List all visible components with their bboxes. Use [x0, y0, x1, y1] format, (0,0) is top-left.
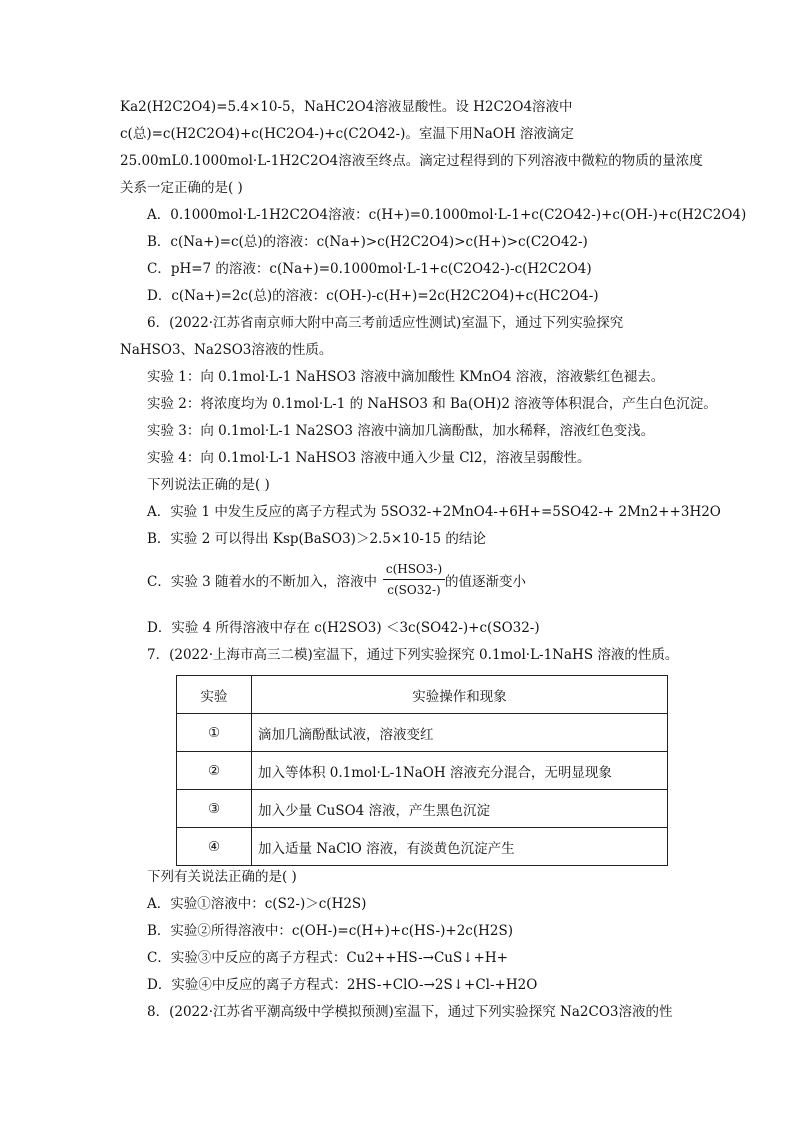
experiment-1: 实验 1：向 0.1mol·L-1 NaHSO3 溶液中滴加酸性 KMnO4 溶液，溶液紫红色褪去。 — [147, 369, 665, 385]
text-line: 下列说法正确的是( ) — [147, 477, 270, 493]
table-header: 实验 — [177, 676, 252, 714]
option-d: D．实验④中反应的离子方程式：2HS-+ClO-→2S↓+Cl-+H2O — [147, 977, 538, 993]
option-d: D．实验 4 所得溶液中存在 c(H2SO3) ＜3c(SO42-)+c(SO32-) — [147, 620, 540, 636]
option-a: A．0.1000mol·L-1H2C2O4溶液：c(H+)=0.1000mol·L-1+c(C2O42-)+c(OH-)+c(H2C2O4) — [147, 207, 747, 223]
option-b: B．实验 2 可以得出 Ksp(BaSO3)＞2.5×10-15 的结论 — [147, 531, 486, 547]
experiment-3: 实验 3：向 0.1mol·L-1 Na2SO3 溶液中滴加几滴酚酞，加水稀释，溶液红色变浅。 — [147, 423, 655, 439]
table-cell: 加入等体积 0.1mol·L-1NaOH 溶液充分混合，无明显现象 — [252, 752, 668, 790]
table-row — [177, 790, 668, 828]
fraction-bar — [383, 579, 445, 580]
table-row — [177, 752, 668, 790]
experiment-2: 实验 2：将浓度均为 0.1mol·L-1 的 NaHSO3 和 Ba(OH)2 溶液等体积混合，产生白色沉淀。 — [147, 396, 717, 412]
text-line: Ka2(H2C2O4)=5.4×10-5，NaHC2O4溶液显酸性。设 H2C2O4溶液中 — [120, 99, 573, 115]
concentration-ratio — [383, 561, 445, 598]
table-cell: ④ — [177, 828, 252, 866]
table-cell: ② — [177, 752, 252, 790]
text-line: 25.00mL0.1000mol·L-1H2C2O4溶液至终点。滴定过程得到的下列溶液中微粒的物质的量浓度 — [120, 153, 703, 169]
experiment-4: 实验 4：向 0.1mol·L-1 NaHSO3 溶液中通入少量 Cl2，溶液呈弱酸性。 — [147, 450, 591, 466]
option-c: C．pH=7 的溶液：c(Na+)=0.1000mol·L-1+c(C2O42-)-c(H2C2O4) — [147, 261, 592, 277]
fraction-numerator: c(HSO3-) — [385, 562, 443, 576]
text-line: NaHSO3、Na2SO3溶液的性质。 — [120, 342, 333, 358]
question-7-stem: 7．(2022·上海市高三二模)室温下，通过下列实验探究 0.1mol·L-1NaHS 溶液的性质。 — [147, 647, 679, 663]
table-cell: 滴加几滴酚酞试液，溶液变红 — [252, 714, 668, 752]
option-b: B．c(Na+)=c(总)的溶液：c(Na+)>c(H2C2O4)>c(H+)>c(C2O42-) — [147, 234, 588, 250]
table-cell: ① — [177, 714, 252, 752]
text-line: 关系一定正确的是( ) — [120, 180, 243, 196]
question-8-stem: 8．(2022·江苏省平潮高级中学模拟预测)室温下，通过下列实验探究 Na2CO3溶液的性 — [147, 1004, 673, 1020]
table-cell: ③ — [177, 790, 252, 828]
option-a: A．实验 1 中发生反应的离子方程式为 5SO32-+2MnO4-+6H+=5SO42-+ 2Mn2++3H2O — [147, 504, 721, 520]
table-cell: 加入少量 CuSO4 溶液，产生黑色沉淀 — [252, 790, 668, 828]
table-row — [177, 828, 668, 866]
experiment-table — [176, 675, 668, 866]
option-c: C．实验 3 随着水的不断加入，溶液中 — [147, 574, 378, 590]
table-row — [177, 714, 668, 752]
text-line: c(总)=c(H2C2O4)+c(HC2O4-)+c(C2O42-)。室温下用NaOH 溶液滴定 — [120, 126, 574, 142]
question-6-stem: 6．(2022·江苏省南京师大附中高三考前适应性测试)室温下，通过下列实验探究 — [147, 315, 624, 331]
option-c: C．实验③中反应的离子方程式：Cu2++HS-→CuS↓+H+ — [147, 950, 508, 966]
option-d: D．c(Na+)=2c(总)的溶液：c(OH-)-c(H+)=2c(H2C2O4)+c(HC2O4-) — [147, 288, 599, 304]
text-line: 下列有关说法正确的是( ) — [147, 869, 297, 885]
fraction-denominator: c(SO32-) — [387, 583, 441, 597]
option-a: A．实验①溶液中：c(S2-)＞c(H2S) — [147, 896, 367, 912]
table-cell: 加入适量 NaClO 溶液，有淡黄色沉淀产生 — [252, 828, 668, 866]
option-c-end: 的值逐渐变小 — [445, 574, 526, 590]
option-b: B．实验②所得溶液中：c(OH-)=c(H+)+c(HS-)+2c(H2S) — [147, 923, 513, 939]
table-header-row — [177, 676, 668, 714]
table-header: 实验操作和现象 — [252, 676, 668, 714]
